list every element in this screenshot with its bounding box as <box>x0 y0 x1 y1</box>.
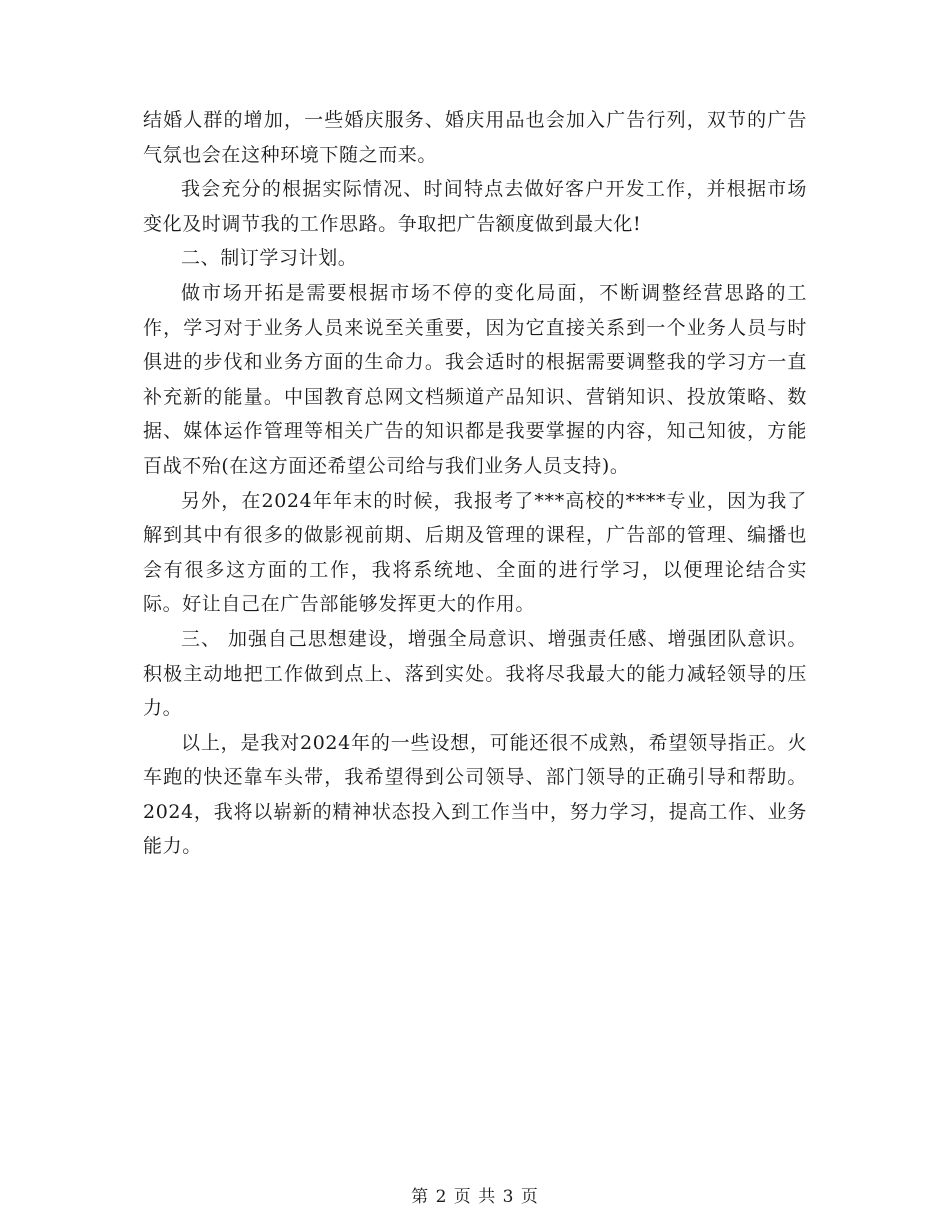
section-heading-2: 二、制订学习计划。 <box>181 247 358 270</box>
document-body <box>143 103 807 864</box>
paragraph-7: 以上，是我对2024年的一些设想，可能还很不成熟，希望领导指正。火车跑的快还靠车头带，我希望得到公司领导、部门领导的正确引导和帮助。2024，我将以崭新的精神状态投入到工作当中，努力学习，提高工作、业务能力。 <box>143 731 807 858</box>
paragraph-1: 结婚人群的增加，一些婚庆服务、婚庆用品也会加入广告行列，双节的广告气氛也会在这种环境下随之而来。 <box>143 109 807 166</box>
section-heading-3: 三、 加强自己思想建设，增强全局意识、增强责任感、增强团队意识。 积极主动地把工作做到点上、落到实处。我将尽我最大的能力减轻领导的压力。 <box>143 627 807 720</box>
paragraph-2: 我会充分的根据实际情况、时间特点去做好客户开发工作，并根据市场变化及时调节我的工作思路。争取把广告额度做到最大化! <box>143 178 807 235</box>
paragraph-5: 另外，在2024年年末的时候，我报考了***高校的****专业，因为我了解到其中有很多的做影视前期、后期及管理的课程，广告部的管理、编播也会有很多这方面的工作，我将系统地、全面的进行学习，以便理论结合实际。好让自己在广告部能够发挥更大的作用。 <box>143 489 807 616</box>
paragraph-4: 做市场开拓是需要根据市场不停的变化局面，不断调整经营思路的工作，学习对于业务人员来说至关重要，因为它直接关系到一个业务人员与时俱进的步伐和业务方面的生命力。我会适时的根据需要调整我的学习方一直补充新的能量。中国教育总网文档频道产品知识、营销知识、投放策略、数据、媒体运作管理等相关广告的知识都是我要掌握的内容，知己知彼，方能百战不殆(在这方面还希望公司给与我们业务人员支持)。 <box>143 281 807 477</box>
page-number-footer: 第 2 页 共 3 页 <box>411 1187 539 1207</box>
